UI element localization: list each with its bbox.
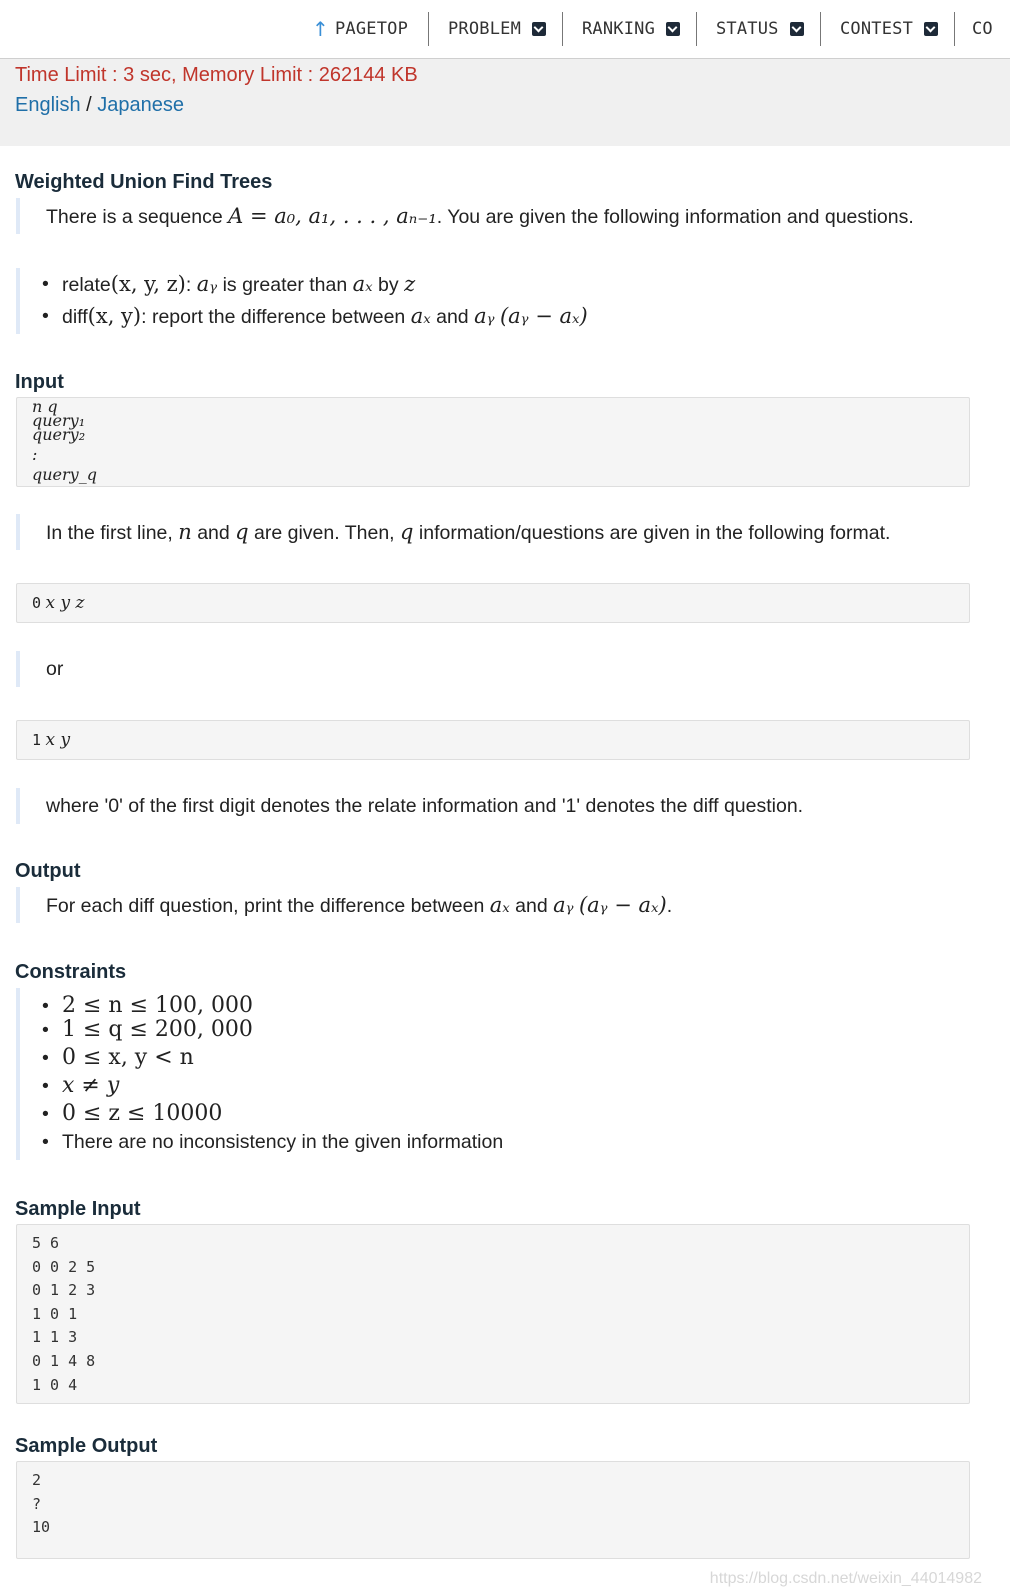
nav-status-menu[interactable] bbox=[716, 12, 804, 46]
math-n: n bbox=[178, 520, 192, 544]
nav-divider bbox=[820, 12, 821, 46]
problem-intro bbox=[16, 198, 914, 234]
code-line: 1 0 4 bbox=[32, 1375, 78, 1394]
where-text: where '0' of the first digit denotes the relate information and '1' denotes the diff question. bbox=[16, 788, 803, 824]
constraint-math: 0 ≤ z ≤ 10000 bbox=[62, 1101, 223, 1126]
time-memory-limit: Time Limit : 3 sec, Memory Limit : 262144 KB bbox=[15, 64, 418, 86]
desc-text: are given. Then, bbox=[254, 522, 395, 544]
constraints-list bbox=[16, 988, 503, 1160]
op-args: (x, y, z) bbox=[110, 272, 186, 296]
op-relate bbox=[42, 268, 588, 300]
diff-format-box bbox=[16, 720, 970, 760]
code-line: 2 bbox=[32, 1471, 42, 1489]
nav-contest-label: CONTEST bbox=[840, 19, 914, 39]
format-line: : bbox=[32, 445, 38, 464]
code-line: 5 6 bbox=[32, 1234, 60, 1252]
op-args: (x, y) bbox=[87, 304, 142, 328]
math-q: q bbox=[400, 520, 414, 544]
input-description bbox=[16, 514, 890, 550]
code-line: 1 1 3 bbox=[32, 1328, 78, 1347]
output-text: and bbox=[515, 895, 548, 917]
japanese-link[interactable]: Japanese bbox=[97, 94, 185, 116]
output-text: . bbox=[666, 895, 673, 917]
format-line: query₂ bbox=[32, 425, 86, 444]
code-line: 0 0 2 5 bbox=[32, 1257, 96, 1276]
nav-course-menu[interactable] bbox=[972, 12, 993, 46]
constraint-math: 2 ≤ n ≤ 100, 000 bbox=[62, 993, 253, 1018]
format-line: query_q bbox=[32, 465, 97, 484]
code-line: 1 0 1 bbox=[32, 1304, 78, 1323]
diff-format bbox=[32, 721, 70, 759]
constraint-item bbox=[42, 1072, 503, 1100]
op-text: is greater than bbox=[222, 274, 348, 296]
op-sep: : bbox=[141, 306, 147, 328]
relate-format-box bbox=[16, 583, 970, 623]
output-text: For each diff question, print the difference between bbox=[46, 895, 485, 917]
nav-divider bbox=[428, 12, 429, 46]
watermark: https://blog.csdn.net/weixin_44014982 bbox=[709, 1570, 982, 1587]
constraint-item bbox=[42, 1128, 503, 1156]
lang-separator: / bbox=[86, 94, 92, 116]
language-switch bbox=[15, 94, 184, 117]
nav-divider bbox=[954, 12, 955, 46]
chevron-down-icon bbox=[790, 22, 804, 36]
code-line: 0 1 2 3 bbox=[32, 1281, 96, 1300]
op-name: diff bbox=[62, 306, 88, 328]
nav-course-label: CO bbox=[972, 19, 993, 39]
operations-block bbox=[16, 268, 588, 334]
pagetop-link[interactable] bbox=[312, 12, 408, 46]
math-ay: aᵧ bbox=[553, 893, 574, 917]
intro-text: There is a sequence bbox=[46, 206, 223, 228]
op-text: and bbox=[436, 306, 469, 328]
input-format-box bbox=[16, 397, 970, 487]
intro-text-end: . You are given the following information and questions. bbox=[436, 206, 914, 228]
constraint-item bbox=[42, 1016, 503, 1044]
nav-ranking-menu[interactable] bbox=[582, 12, 680, 46]
code-line: 0 1 4 8 bbox=[32, 1351, 96, 1370]
math-diff: (aᵧ − aₓ) bbox=[499, 304, 588, 328]
sample-input-title: Sample Input bbox=[15, 1198, 141, 1220]
op-sep: : bbox=[185, 274, 192, 296]
constraint-item bbox=[42, 1044, 503, 1072]
math-ax: aₓ bbox=[352, 272, 373, 296]
constraint-math: 1 ≤ q ≤ 200, 000 bbox=[62, 1017, 253, 1042]
sample-output-lines bbox=[32, 1469, 50, 1540]
relate-format bbox=[32, 584, 84, 622]
desc-text: and bbox=[197, 522, 230, 544]
input-title: Input bbox=[15, 371, 64, 393]
constraint-item bbox=[42, 1100, 503, 1128]
math-q: q bbox=[235, 520, 249, 544]
format-vars: x y bbox=[45, 730, 71, 750]
nav-contest-menu[interactable] bbox=[840, 12, 938, 46]
constraint-item bbox=[42, 988, 503, 1016]
math-diff: (aᵧ − aₓ) bbox=[578, 893, 667, 917]
english-link[interactable]: English bbox=[15, 94, 81, 116]
op-name: relate bbox=[62, 274, 111, 296]
math-ay: aᵧ bbox=[474, 304, 495, 328]
top-navigation bbox=[0, 0, 1010, 59]
constraint-math: 0 ≤ x, y < n bbox=[62, 1045, 194, 1070]
nav-status-label: STATUS bbox=[716, 19, 779, 39]
nav-problem-label: PROBLEM bbox=[448, 19, 522, 39]
problem-title: Weighted Union Find Trees bbox=[15, 171, 273, 193]
sequence-math: A = a₀, a₁, . . . , aₙ₋₁ bbox=[228, 204, 437, 228]
math-ax: aₓ bbox=[410, 304, 431, 328]
code-line: ? bbox=[32, 1494, 42, 1513]
output-description bbox=[16, 887, 672, 923]
or-text: or bbox=[16, 651, 63, 687]
input-format-lines bbox=[32, 397, 97, 484]
constraint-math: x ≠ y bbox=[62, 1073, 120, 1098]
chevron-down-icon bbox=[666, 22, 680, 36]
chevron-down-icon bbox=[532, 22, 546, 36]
sample-output-box bbox=[16, 1461, 970, 1559]
arrow-up-icon: ↑ bbox=[312, 17, 329, 41]
desc-text: In the first line, bbox=[46, 522, 173, 544]
op-diff bbox=[42, 300, 588, 332]
constraints-title: Constraints bbox=[15, 961, 127, 983]
nav-problem-menu[interactable] bbox=[448, 12, 546, 46]
output-title: Output bbox=[15, 860, 81, 882]
nav-ranking-label: RANKING bbox=[582, 19, 656, 39]
format-digit: 1 bbox=[32, 731, 42, 749]
constraint-text: There are no inconsistency in the given information bbox=[62, 1131, 504, 1153]
math-ax: aₓ bbox=[489, 893, 510, 917]
sample-input-box bbox=[16, 1224, 970, 1404]
chevron-down-icon bbox=[924, 22, 938, 36]
format-vars: x y z bbox=[45, 593, 85, 613]
op-text: report the difference between bbox=[151, 306, 406, 328]
sample-output-title: Sample Output bbox=[15, 1435, 158, 1457]
nav-divider bbox=[696, 12, 697, 46]
format-digit: 0 bbox=[32, 594, 42, 612]
desc-text: information/questions are given in the following format. bbox=[418, 522, 891, 544]
format-line: n q bbox=[32, 397, 58, 416]
op-text: by bbox=[378, 274, 399, 296]
math-ay: aᵧ bbox=[196, 272, 218, 296]
sample-input-lines bbox=[32, 1232, 95, 1397]
pagetop-label: PAGETOP bbox=[334, 19, 409, 39]
code-line: 10 bbox=[32, 1518, 51, 1537]
nav-divider bbox=[562, 12, 563, 46]
math-z: z bbox=[404, 272, 416, 296]
format-line: query₁ bbox=[32, 411, 86, 430]
